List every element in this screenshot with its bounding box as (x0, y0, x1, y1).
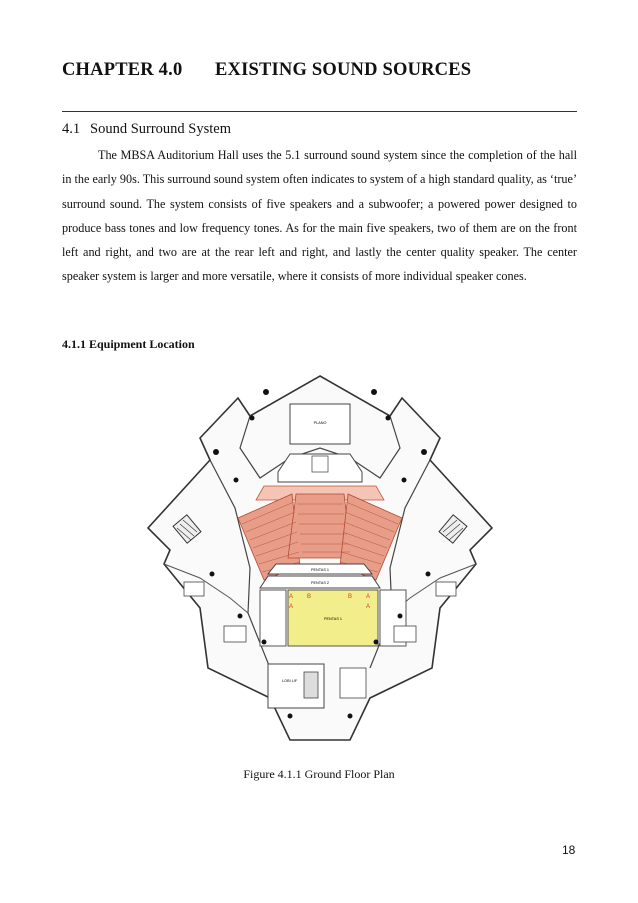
pentas-1-front-label: PENTAS 1 (310, 568, 330, 572)
title-divider (62, 111, 577, 112)
chapter-name: EXISTING SOUND SOURCES (215, 60, 472, 80)
chapter-number: CHAPTER 4.0 (62, 60, 183, 80)
side-room (394, 626, 416, 642)
backstage (278, 454, 362, 482)
pentas-2-label: PENTAS 2 (310, 581, 330, 585)
side-room (340, 668, 366, 698)
lift-shaft (304, 672, 318, 698)
body-paragraph (62, 143, 577, 289)
chapter-title (62, 60, 582, 81)
speaker-marker: A (288, 604, 294, 610)
ground-floor-plan-figure (140, 368, 500, 753)
speaker-marker: B (306, 594, 312, 600)
speaker-marker: A (365, 594, 371, 600)
paragraph-text: The MBSA Auditorium Hall uses the 5.1 surround sound system since the completion of the hall in the early 90s. This surround sound system often indicates to system of a high standard quality, as ‘true’ surround sound. The system consists of five speakers and a subwoofer; a powered power designed to produce bass tones and low frequency tones. As for the main five speakers, two of them are on the front left and right, and two are at the rear left and right, and lastly the center quality speaker. The center speaker system is larger and more versatile, where it consists of more individual speaker cones. (62, 148, 577, 284)
speaker-marker: A (288, 594, 294, 600)
piano-label: PLANO (313, 421, 327, 425)
side-room (224, 626, 246, 642)
subsection-heading: 4.1.1 Equipment Location (62, 337, 195, 351)
section-number: 4.1 (62, 121, 81, 137)
side-room (184, 582, 204, 596)
stage-wing-left (260, 590, 286, 646)
side-room (436, 582, 456, 596)
page-number: 18 (562, 843, 576, 857)
lift-label: LOBI LIF (282, 679, 298, 683)
section-title: Sound Surround System (90, 121, 231, 137)
speaker-marker: B (347, 594, 353, 600)
figure-caption: Figure 4.1.1 Ground Floor Plan (243, 767, 395, 781)
stage-label: PENTAS 1 (323, 617, 343, 621)
section-heading (62, 121, 231, 138)
floor-plan-drawing (140, 368, 500, 753)
speaker-marker: A (365, 604, 371, 610)
